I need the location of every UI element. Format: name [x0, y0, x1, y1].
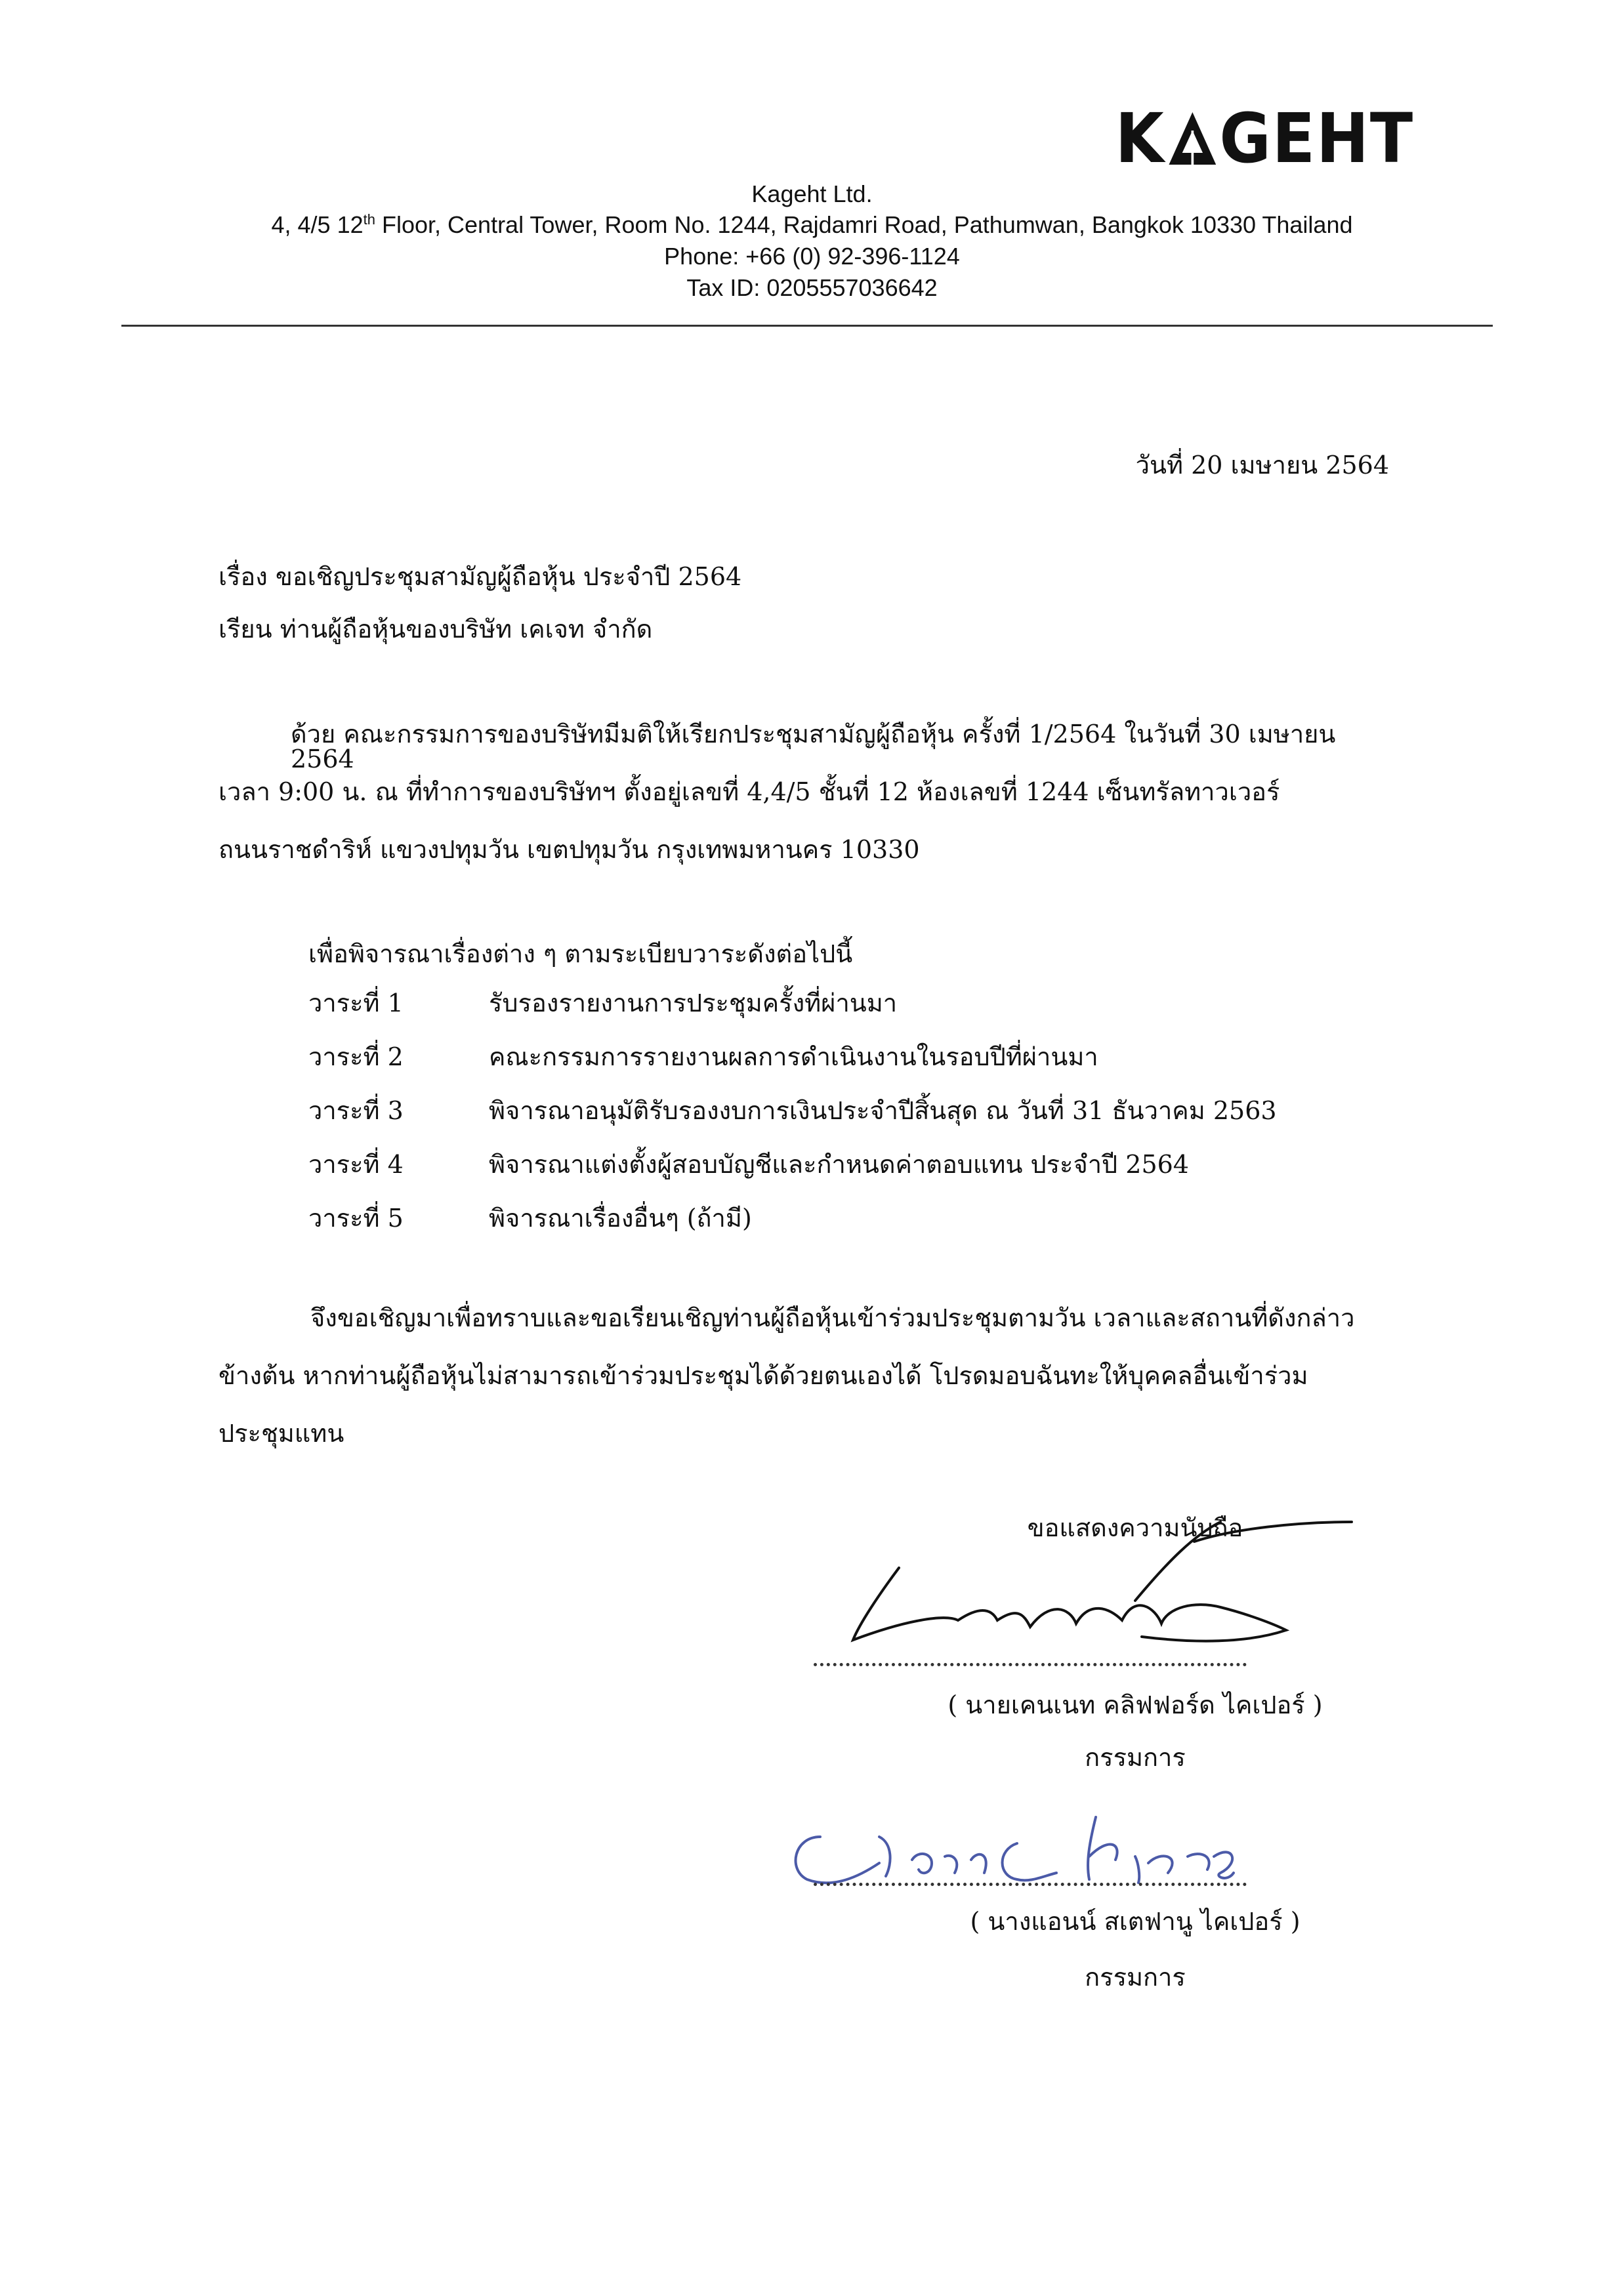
logo-triangle-icon [1169, 112, 1216, 165]
agenda-text: พิจารณาเรื่องอื่นๆ (ถ้ามี) [489, 1204, 752, 1233]
agenda-item [308, 1152, 1424, 1206]
agenda-text: คณะกรรมการรายงานผลการดำเนินงานในรอบปีที่ผ่านมา [489, 1042, 1098, 1071]
agenda-text: รับรองรายงานการประชุมครั้งที่ผ่านมา [489, 989, 898, 1017]
letter-subject: เรื่อง ขอเชิญประชุมสามัญผู้ถือหุ้น ประจำปี 2564 [219, 562, 742, 591]
letter-recipient: เรียน ท่านผู้ถือหุ้นของบริษัท เคเจท จำกัด [219, 615, 653, 644]
agenda-number: วาระที่ 5 [308, 1204, 404, 1233]
signatory-name-2: ( นางแอนน์ สเตฟานู ไคเปอร์ ) [970, 1907, 1301, 1936]
letterhead-divider [121, 325, 1493, 327]
company-address: 4, 4/5 12th Floor, Central Tower, Room No. 1244, Rajdamri Road, Pathumwan, Bangkok 10330 Thailand [271, 211, 1353, 238]
agenda-number: วาระที่ 4 [308, 1150, 404, 1179]
paragraph-closing-request [219, 1305, 1393, 1446]
agenda-number: วาระที่ 2 [308, 1042, 404, 1071]
company-name: Kageht Ltd. [751, 180, 873, 207]
signature-1 [827, 1509, 1365, 1673]
signatory-title-2: กรรมการ [1085, 1963, 1186, 1992]
agenda-number: วาระที่ 1 [308, 989, 404, 1017]
closing-phrase: ขอแสดงความนับถือ [1027, 1513, 1243, 1542]
signatory-name-1: ( นายเคนเนท คลิฟฟอร์ด ไคเปอร์ ) [947, 1691, 1323, 1719]
paragraph-line: ข้างต้น หากท่านผู้ถือหุ้นไม่สามารถเข้าร่วมประชุมได้ด้วยตนเองได้ โปรดมอบฉันทะให้บุคคลอื่นเข้าร่วม [219, 1361, 1308, 1390]
agenda-intro: เพื่อพิจารณาเรื่องต่าง ๆ ตามระเบียบวาระดังต่อไปนี้ [308, 939, 853, 968]
signature-line-2 [814, 1883, 1247, 1886]
agenda-item [308, 1206, 1424, 1260]
letter-date: วันที่ 20 เมษายน 2564 [1135, 451, 1389, 480]
agenda-item [308, 1098, 1424, 1152]
company-logo: K GEHT [1115, 98, 1414, 178]
company-phone: Phone: +66 (0) 92-396-1124 [664, 243, 960, 270]
paragraph-line: ประชุมแทน [219, 1419, 344, 1448]
paragraph-line: จึงขอเชิญมาเพื่อทราบและขอเรียนเชิญท่านผู้ถือหุ้นเข้าร่วมประชุมตามวัน เวลาและสถานที่ดังกล่าว [310, 1303, 1355, 1332]
paragraph-line: ด้วย คณะกรรมการของบริษัทมีมติให้เรียกประชุมสามัญผู้ถือหุ้น ครั้งที่ 1/2564 ในวันที่ 30 เมษายน 2564 [291, 720, 1336, 773]
signature-line-1 [814, 1663, 1247, 1666]
paragraph-line: เวลา 9:00 น. ณ ที่ทำการของบริษัทฯ ตั้งอยู่เลขที่ 4,4/5 ชั้นที่ 12 ห้องเลขที่ 1244 เซ็นทรัลทาวเวอร์ [219, 777, 1280, 806]
agenda-number: วาระที่ 3 [308, 1096, 404, 1125]
agenda-text: พิจารณาแต่งตั้งผู้สอบบัญชีและกำหนดค่าตอบแทน ประจำปี 2564 [489, 1150, 1189, 1179]
agenda-list [308, 991, 1424, 1260]
paragraph-line: ถนนราชดำริห์ แขวงปทุมวัน เขตปทุมวัน กรุงเทพมหานคร 10330 [219, 835, 920, 864]
signatory-title-1: กรรมการ [1085, 1743, 1186, 1772]
agenda-item [308, 991, 1424, 1044]
paragraph-invitation [219, 722, 1393, 862]
signature-2 [781, 1797, 1240, 1902]
agenda-text: พิจารณาอนุมัติรับรองงบการเงินประจำปีสิ้นสุด ณ วันที่ 31 ธันวาคม 2563 [489, 1096, 1277, 1125]
company-tax-id: Tax ID: 0205557036642 [686, 274, 938, 301]
agenda-item [308, 1044, 1424, 1098]
